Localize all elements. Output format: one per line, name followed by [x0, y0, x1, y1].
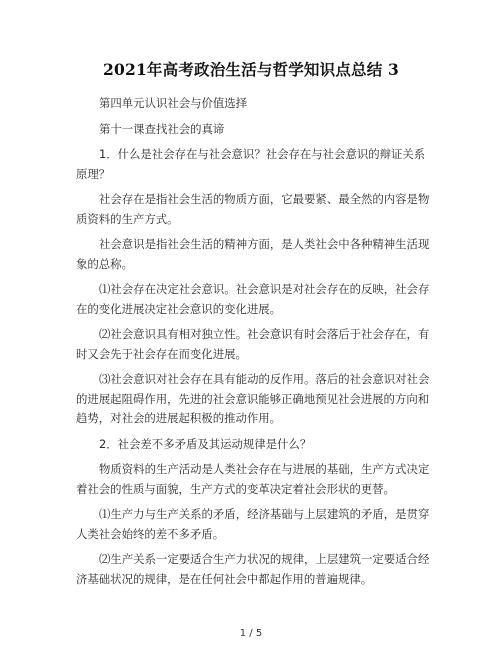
point-contradiction-2: ⑵生产关系一定要适合生产力状况的规律，上层建筑一定要适合经济基础状况的规律，是在任何社会中都起作用的普遍规律。 — [76, 552, 430, 586]
paragraph-social-consciousness: 社会意识是指社会生活的精神方面，是人类社会中各种精神生活现象的总称。 — [76, 237, 430, 271]
page-number: 1 / 5 — [239, 628, 263, 639]
point-2: ⑵社会意识具有相对独立性。社会意识有时会落后于社会存在，有时又会先于社会存在而变化进展。 — [76, 327, 430, 361]
lesson-heading: 第十一课查找社会的真谛 — [99, 121, 225, 136]
point-1: ⑴社会存在决定社会意识。社会意识是对社会存在的反映，社会存在的变化进展决定社会意识的变化进展。 — [76, 282, 430, 316]
question-1: 1．什么是社会存在与社会意识？社会存在与社会意识的辩证关系原理？ — [76, 147, 426, 181]
section-heading: 第四单元认识社会与价值选择 — [99, 96, 248, 110]
point-contradiction-1: ⑴生产力与生产关系的矛盾，经济基础与上层建筑的矛盾，是贯穿人类社会始终的差不多矛盾。 — [76, 507, 430, 541]
point-3: ⑶社会意识对社会存在具有能动的反作用。落后的社会意识对社会的进展起阻碍作用，先进的社会意识能够正确地预见社会进展的方向和趋势，对社会的进展起积极的推动作用。 — [76, 372, 430, 425]
paragraph-social-existence: 社会存在是指社会生活的物质方面，它最要紧、最全然的内容是物质资料的生产方式。 — [76, 192, 430, 226]
document-title: 2021年高考政治生活与哲学知识点总结 3 — [102, 60, 400, 79]
paragraph-production: 物质资料的生产活动是人类社会存在与进展的基础，生产方式决定着社会的性质与面貌，生产方式的变革决定着社会形状的更替。 — [76, 462, 430, 496]
question-2: 2．社会差不多矛盾及其运动规律是什么？ — [99, 436, 312, 451]
document-body — [76, 94, 432, 595]
